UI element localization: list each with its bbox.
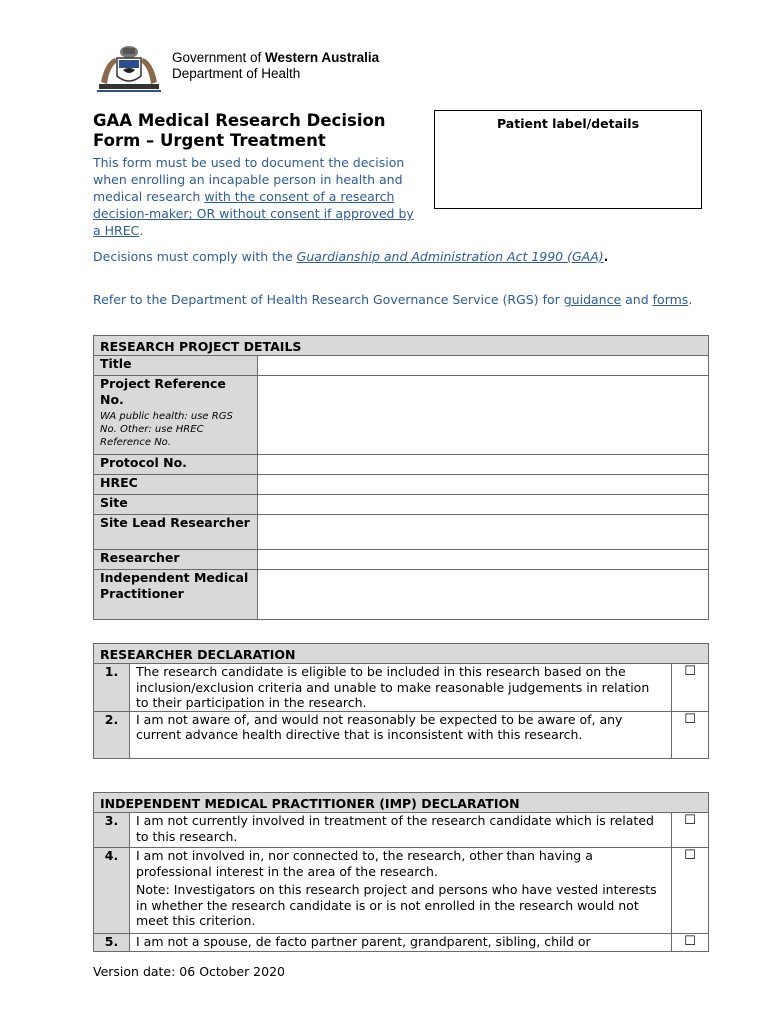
- declaration-cell: [130, 848, 672, 934]
- declaration-text: I am not a spouse, de facto partner parent, grandparent, sibling, child or: [130, 934, 672, 952]
- project-reference-label: Project Reference No. WA public health: use RGS No. Other: use HREC Reference No.: [94, 376, 258, 455]
- patient-label-heading: Patient label/details: [496, 116, 640, 131]
- researcher-declaration-heading: RESEARCHER DECLARATION: [94, 644, 709, 664]
- declaration-checkbox[interactable]: ☐: [672, 664, 709, 712]
- imp-field[interactable]: [258, 570, 709, 620]
- declaration-note: Note: Investigators on this research project and persons who have vested interests in whether the research candidate is or is not enrolled in the research would not meet this criterion.: [136, 882, 657, 928]
- imp-label: Independent Medical Practitioner: [94, 570, 258, 620]
- declaration-text: I am not involved in, nor connected to, the research, other than having a professional interest in the area of the research.: [136, 848, 593, 879]
- gaa-act-link[interactable]: Guardianship and Administration Act 1990 (GAA): [296, 249, 604, 264]
- researcher-declaration-table: [93, 643, 709, 759]
- declaration-text: I am not aware of, and would not reasonably be expected to be aware of, any current advance health directive that is inconsistent with this research.: [130, 711, 672, 758]
- hrec-field[interactable]: [258, 475, 709, 495]
- department-name: Department of Health: [172, 66, 301, 81]
- researcher-label: Researcher: [94, 550, 258, 570]
- item-number: 5.: [94, 934, 130, 952]
- title-field[interactable]: [258, 356, 709, 376]
- patient-label-box[interactable]: [434, 110, 702, 209]
- declaration-text: I am not currently involved in treatment of the research candidate which is related to this research.: [130, 813, 672, 848]
- version-date: Version date: 06 October 2020: [93, 964, 285, 979]
- protocol-field[interactable]: [258, 455, 709, 475]
- item-number: 3.: [94, 813, 130, 848]
- guidance-link[interactable]: guidance: [563, 292, 622, 307]
- research-project-table: [93, 335, 709, 620]
- researcher-field[interactable]: [258, 550, 709, 570]
- site-field[interactable]: [258, 495, 709, 515]
- declaration-checkbox[interactable]: ☐: [672, 711, 709, 758]
- protocol-label: Protocol No.: [94, 455, 258, 475]
- form-title: GAA Medical Research Decision Form – Urgent Treatment: [93, 111, 386, 150]
- government-name: Government of Western Australia: [172, 50, 380, 65]
- project-reference-note: WA public health: use RGS No. Other: use HREC Reference No.: [100, 411, 233, 448]
- forms-link[interactable]: forms: [652, 292, 689, 307]
- wa-government-crest-logo: [95, 42, 163, 94]
- consent-link[interactable]: with the consent of a research decision-maker; OR without consent if approved by a HREC: [93, 189, 414, 238]
- refer-paragraph: Refer to the Department of Health Research Governance Service (RGS) for guidance and forms.: [93, 292, 693, 307]
- project-details-heading: RESEARCH PROJECT DETAILS: [94, 336, 709, 356]
- imp-declaration-heading: INDEPENDENT MEDICAL PRACTITIONER (IMP) DECLARATION: [94, 793, 709, 813]
- project-reference-field[interactable]: [258, 376, 709, 455]
- declaration-checkbox[interactable]: ☐: [672, 934, 709, 952]
- declaration-checkbox[interactable]: ☐: [672, 813, 709, 848]
- declaration-checkbox[interactable]: ☐: [672, 848, 709, 934]
- intro-paragraph: This form must be used to document the decision when enrolling an incapable person in health and medical research with the consent of a research decision-maker; OR without consent if approved by a HREC.: [93, 155, 414, 238]
- hrec-label: HREC: [94, 475, 258, 495]
- item-number: 4.: [94, 848, 130, 934]
- declaration-text: The research candidate is eligible to be included in this research based on the inclusion/exclusion criteria and unable to make reasonable judgements in relation to their participation in the research.: [130, 664, 672, 712]
- site-lead-field[interactable]: [258, 515, 709, 550]
- decisions-paragraph: Decisions must comply with the Guardianship and Administration Act 1990 (GAA).: [93, 249, 609, 264]
- site-lead-label: Site Lead Researcher: [94, 515, 258, 550]
- site-label: Site: [94, 495, 258, 515]
- title-label: Title: [94, 356, 258, 376]
- item-number: 1.: [94, 664, 130, 712]
- imp-declaration-table: [93, 792, 709, 952]
- item-number: 2.: [94, 711, 130, 758]
